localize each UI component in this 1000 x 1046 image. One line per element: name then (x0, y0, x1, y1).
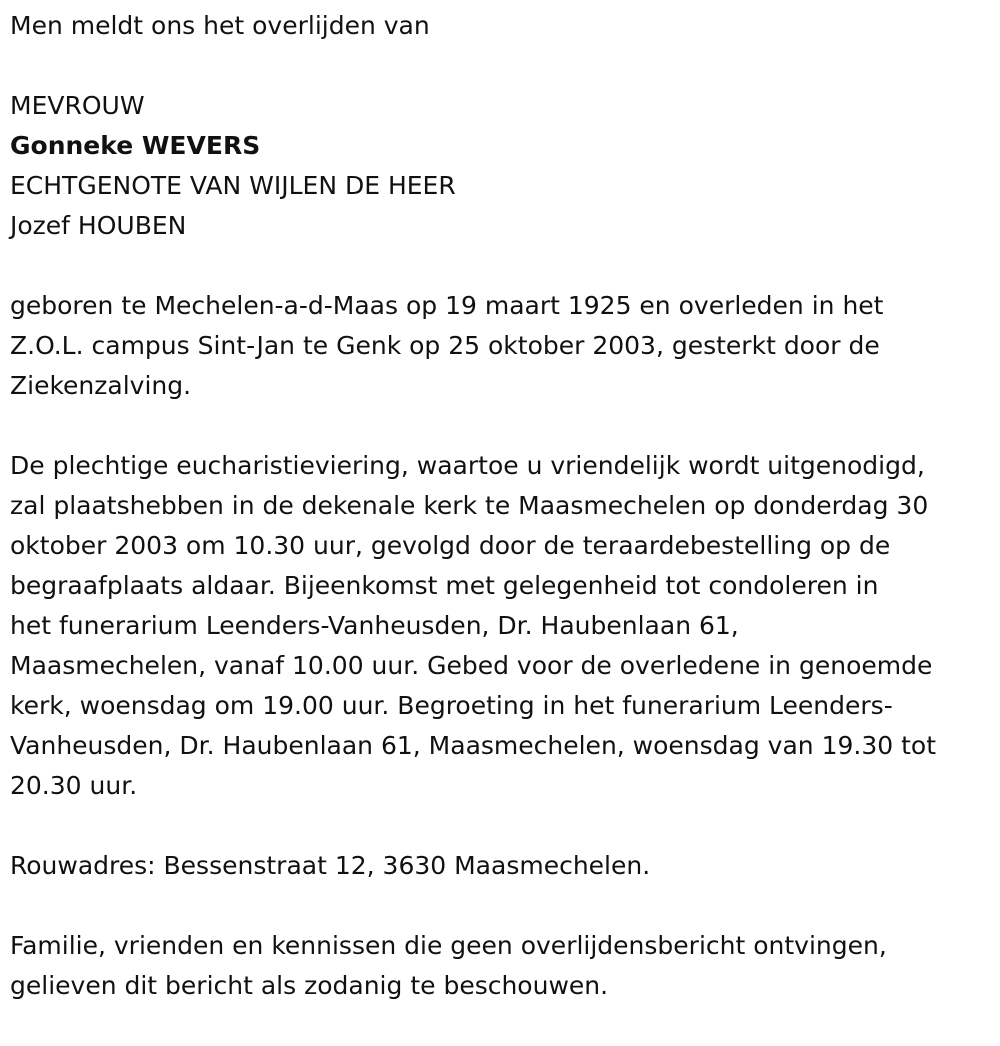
spacer (10, 46, 995, 86)
closing-paragraph (10, 926, 995, 1006)
paragraph-line: De plechtige eucharistieviering, waartoe u vriendelijk wordt uitgenodigd, (10, 451, 925, 480)
relation-text: ECHTGENOTE VAN WIJLEN DE HEER (10, 171, 456, 200)
paragraph-line: kerk, woensdag om 19.00 uur. Begroeting in het funerarium Leenders- (10, 691, 893, 720)
intro-text: Men meldt ons het overlijden van (10, 11, 430, 40)
paragraph-line: Vanheusden, Dr. Haubenlaan 61, Maasmechelen, woensdag van 19.30 tot (10, 731, 937, 760)
spacer (10, 246, 995, 286)
paragraph-line: oktober 2003 om 10.30 uur, gevolgd door de teraardebestelling op de (10, 531, 891, 560)
obituary-notice (10, 6, 995, 1006)
spacer (10, 406, 995, 446)
paragraph-line: Ziekenzalving. (10, 371, 192, 400)
paragraph-line: zal plaatshebben in de dekenale kerk te Maasmechelen op donderdag 30 (10, 491, 929, 520)
paragraph-line: Maasmechelen, vanaf 10.00 uur. Gebed voor de overledene in genoemde (10, 651, 933, 680)
paragraph-line: Familie, vrienden en kennissen die geen overlijdensbericht ontvingen, (10, 931, 887, 960)
birth-death-paragraph (10, 286, 995, 406)
paragraph-line: Z.O.L. campus Sint-Jan te Genk op 25 oktober 2003, gesterkt door de (10, 331, 880, 360)
mourning-address: Rouwadres: Bessenstraat 12, 3630 Maasmechelen. (10, 851, 651, 880)
deceased-name: Gonneke WEVERS (10, 131, 261, 160)
paragraph-line: het funerarium Leenders-Vanheusden, Dr. Haubenlaan 61, (10, 611, 739, 640)
spacer (10, 806, 995, 846)
spacer (10, 886, 995, 926)
ceremony-paragraph (10, 446, 995, 806)
paragraph-line: geboren te Mechelen-a-d-Maas op 19 maart 1925 en overleden in het (10, 291, 884, 320)
paragraph-line: gelieven dit bericht als zodanig te beschouwen. (10, 971, 609, 1000)
paragraph-line: begraafplaats aldaar. Bijeenkomst met gelegenheid tot condoleren in (10, 571, 879, 600)
paragraph-line: 20.30 uur. (10, 771, 138, 800)
honorific-title: MEVROUW (10, 91, 145, 120)
spouse-name: Jozef HOUBEN (10, 211, 187, 240)
